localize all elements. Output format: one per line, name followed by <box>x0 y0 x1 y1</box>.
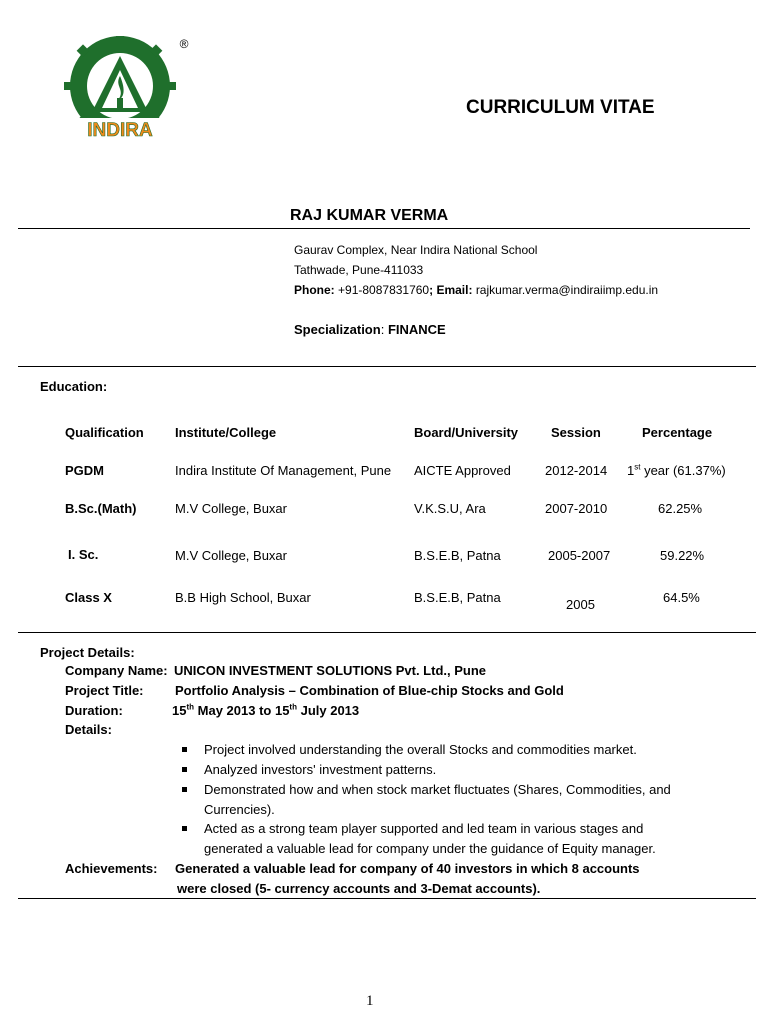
achievement-line-2: were closed (5- currency accounts and 3-Demat accounts). <box>177 881 541 896</box>
education-heading: Education: <box>40 379 108 394</box>
row-board: V.K.S.U, Ara <box>414 501 486 516</box>
dur-a-sup: th <box>186 702 195 712</box>
divider-project <box>18 632 756 633</box>
col-qualification: Qualification <box>65 425 144 440</box>
email-label: Email: <box>436 283 473 297</box>
spec-value: FINANCE <box>387 322 446 337</box>
divider-bottom <box>18 898 756 899</box>
contact-sep: ; <box>429 283 434 297</box>
address-line-1: Gaurav Complex, Near Indira National School <box>294 243 538 257</box>
row-percentage <box>627 463 726 478</box>
col-percentage: Percentage <box>642 425 713 440</box>
duration-value <box>172 703 359 718</box>
achievements-label: Achievements: <box>65 861 158 876</box>
col-session: Session <box>551 425 601 440</box>
row-qualification: Class X <box>65 590 112 605</box>
detail-line: Analyzed investors' investment patterns. <box>204 762 437 777</box>
row-percentage: 59.22% <box>660 548 705 563</box>
details-label: Details: <box>65 722 112 737</box>
bullet-icon <box>182 826 187 831</box>
row-qualification: B.Sc.(Math) <box>65 501 137 516</box>
detail-line: Acted as a strong team player supported and led team in various stages and <box>204 821 644 836</box>
row-board: B.S.E.B, Patna <box>414 548 501 563</box>
dur-b-sup: th <box>289 702 297 712</box>
row-session: 2007-2010 <box>545 501 608 516</box>
spec-label: Specialization <box>294 322 381 337</box>
row-percentage: 62.25% <box>658 501 703 516</box>
row-session: 2005-2007 <box>548 548 611 563</box>
row-board: AICTE Approved <box>414 463 511 478</box>
spec-colon: : <box>380 322 385 337</box>
bullet-icon <box>182 767 187 772</box>
bullet-icon <box>182 747 187 752</box>
row-institute: M.V College, Buxar <box>175 501 287 516</box>
indira-logo <box>62 36 192 144</box>
detail-line: generated a valuable lead for company under the guidance of Equity manager. <box>204 841 656 856</box>
row-qualification: PGDM <box>65 463 104 478</box>
dur-c: July 2013 <box>296 703 360 718</box>
candidate-name: RAJ KUMAR VERMA <box>290 207 449 224</box>
row-qualification: I. Sc. <box>68 547 99 562</box>
company-label: Company Name: <box>65 663 168 678</box>
row-board: B.S.E.B, Patna <box>414 590 501 605</box>
detail-line: Currencies). <box>204 802 275 817</box>
project-heading: Project Details: <box>40 645 135 660</box>
achievement-line-1: Generated a valuable lead for company of 40 investors in which 8 accounts <box>175 861 640 876</box>
pct-rest: year (61.37%) <box>640 463 726 478</box>
page-number: 1 <box>366 993 374 1009</box>
row-session: 2012-2014 <box>545 463 608 478</box>
email-value: rajkumar.verma@indiraiimp.edu.in <box>475 283 659 297</box>
row-session: 2005 <box>566 597 595 612</box>
logo-wordmark: INDIRA <box>87 120 153 141</box>
duration-label: Duration: <box>65 703 123 718</box>
phone-value: +91-8087831760 <box>338 283 430 297</box>
address-line-2: Tathwade, Pune-411033 <box>294 263 424 277</box>
row-institute: Indira Institute Of Management, Pune <box>175 463 392 478</box>
row-institute: M.V College, Buxar <box>175 548 287 563</box>
project-title-label: Project Title: <box>65 683 144 698</box>
divider-top <box>18 228 750 229</box>
dur-a: 15 <box>172 703 187 718</box>
row-institute: B.B High School, Buxar <box>175 590 311 605</box>
contact-line <box>294 283 658 297</box>
col-institute: Institute/College <box>175 425 277 440</box>
phone-label: Phone: <box>294 283 335 297</box>
specialization <box>294 322 446 337</box>
page-title: CURRICULUM VITAE <box>466 97 655 118</box>
dur-b: May 2013 to 15 <box>194 703 290 718</box>
bullet-icon <box>182 787 187 792</box>
registered-mark: ® <box>179 37 189 51</box>
pct-num: 1 <box>627 463 635 478</box>
company-value: UNICON INVESTMENT SOLUTIONS Pvt. Ltd., Pune <box>174 663 487 678</box>
detail-line: Demonstrated how and when stock market fluctuates (Shares, Commodities, and <box>204 782 671 797</box>
divider-education <box>18 366 756 367</box>
project-title-value: Portfolio Analysis – Combination of Blue-chip Stocks and Gold <box>175 683 564 698</box>
pct-sup: st <box>634 462 641 472</box>
detail-line: Project involved understanding the overall Stocks and commodities market. <box>204 742 637 757</box>
col-board: Board/University <box>414 425 519 440</box>
row-percentage: 64.5% <box>663 590 700 605</box>
